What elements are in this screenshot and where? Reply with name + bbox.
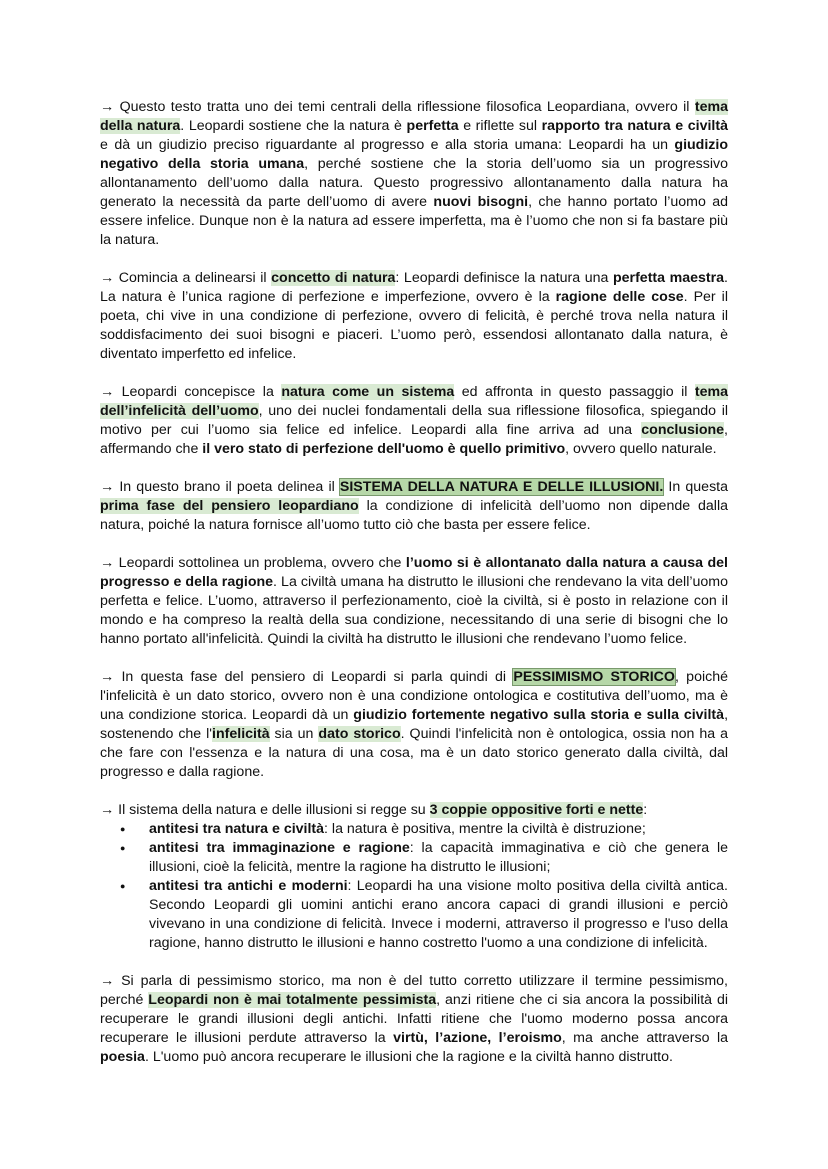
bold-text: antitesi tra immaginazione e ragione (149, 840, 410, 856)
paragraph-sistema-illusioni (100, 478, 728, 535)
bold-text: virtù, l’azione, l’eroismo (393, 1030, 562, 1046)
bold-text: giudizio fortemente negativo sulla storia e sulla civiltà (353, 707, 725, 723)
text-segment: la condizione di infelicità dell’uomo non dipende dalla natura, poiché la natura fornisce all’uomo tutto ciò che basta per essere felice. (100, 498, 728, 533)
antitesi-list (100, 820, 728, 953)
text-segment: → Questo testo tratta uno dei temi centrali della riflessione filosofica Leopardiana, ovvero il (100, 99, 695, 115)
text-segment: , affermando che (100, 422, 728, 457)
list-item (149, 839, 728, 877)
list-item (149, 877, 728, 953)
text-segment: e dà un giudizio preciso riguardante al progresso e alla storia umana: Leopardi ha un (100, 137, 675, 153)
text-segment: → Comincia a delinearsi il (100, 270, 272, 286)
text-segment: → Leopardi sottolinea un problema, ovvero che (100, 555, 406, 571)
highlighted-text: Leopardi non è mai totalmente pessimista (148, 992, 437, 1008)
bold-text: poesia (100, 1049, 145, 1065)
text-segment: → In questa fase del pensiero di Leopardi si parla quindi di (100, 669, 514, 685)
bold-text: perfetta (406, 118, 459, 134)
bold-text: nuovi bisogni (433, 194, 529, 210)
text-segment: . Per il poeta, chi vive in una condizione di perfezione, ovvero di felicità, è perché trova nella natura il soddisfacimento dei suoi bisogni e piaceri. L’uomo però, essendosi allontanato dalla natura, è diventato imperfetto ed infelice. (100, 289, 728, 362)
text-segment: . Leopardi sostiene che la natura è (180, 118, 407, 134)
text-segment: . L'uomo può ancora recuperare le illusioni che la ragione e la civiltà hanno distrutto. (144, 1049, 673, 1065)
highlighted-text: natura come un sistema (281, 384, 455, 400)
list-item (149, 820, 728, 839)
bold-text: l’uomo si è allontanato dalla natura a causa del progresso e della ragione (100, 555, 728, 590)
bold-text: rapporto tra natura e civiltà (541, 118, 728, 134)
highlighted-text: SISTEMA DELLA NATURA E DELLE ILLUSIONI. (339, 479, 664, 495)
paragraph-natura-sistema (100, 383, 728, 459)
text-segment: . La civiltà umana ha distrutto le illusioni che rendevano la vita dell’uomo perfetta e felice. L’uomo, attraverso il perfezionamento, cioè la civiltà, si è posto in relazione con il mondo e ha compreso la realtà della sua condizione, necessitando di una serie di bisogni che lo hanno portato all'infelicità. Quindi la civiltà ha distrutto le illusioni che rendevano l’uomo felice. (100, 574, 729, 647)
paragraph-tema-natura (100, 98, 728, 250)
text-segment: e riflette sul (458, 118, 542, 134)
text-segment: → Il sistema della natura e delle illusioni si regge su (100, 802, 430, 818)
text-segment: → Leopardi concepisce la (100, 384, 282, 400)
text-segment: : la capacità immaginativa e ciò che genera le illusioni, cioè la felicità, mentre la ragione ha distrutto le illusioni; (149, 840, 728, 875)
text-segment: , poiché l'infelicità è un dato storico, ovvero non è una condizione ontologica e costitutiva dell’uomo, ma è una condizione storica. Leopardi dà un (100, 669, 728, 723)
text-segment: , perché sostiene che la storia dell’uomo sia un progressivo allontanamento dell’uomo dalla natura. Questo progressivo allontanamento dalla natura ha generato la necessità da parte dell’uomo di avere (100, 156, 729, 210)
highlighted-text: PESSIMISMO STORICO (513, 669, 675, 685)
text-segment: : la natura è positiva, mentre la civiltà è distruzione; (324, 821, 646, 837)
text-segment: : Leopardi definisce la natura una (395, 270, 613, 286)
text-segment: ed affronta in questo passaggio il (454, 384, 695, 400)
text-segment: , anzi ritiene che ci sia ancora la possibilità di recuperare le grandi illusioni degli antichi. Infatti ritiene che l'uomo moderno possa ancora recuperare le illusioni perdute attraverso la (100, 992, 728, 1046)
highlighted-text: concetto di natura (271, 270, 396, 286)
highlighted-text: 3 coppie oppositive forti e nette (429, 802, 644, 818)
text-segment: In questa (663, 479, 728, 495)
bold-text: antitesi tra natura e civiltà (149, 821, 325, 837)
paragraph-concetto-natura (100, 269, 728, 364)
text-segment: , ma anche attraverso la (561, 1030, 728, 1046)
highlighted-text: conclusione (641, 422, 725, 438)
text-segment: . Quindi l'infelicità non è ontologica, ossia non ha a che fare con l'essenza e la natura di una cosa, ma è un dato storico generato dalla civiltà, dal progresso e dalla ragione. (100, 726, 728, 780)
paragraph-progresso-ragione (100, 554, 728, 649)
bold-text: ragione delle cose (555, 289, 684, 305)
highlighted-text: infelicità (212, 726, 270, 742)
paragraph-pessimismo-storico (100, 668, 728, 782)
highlighted-text: tema della natura (100, 99, 728, 134)
text-segment: : Leopardi ha una visione molto positiva della civiltà antica. Secondo Leopardi gli uomini antichi erano ancora capaci di grandi illusioni e perciò vivevano in una condizione di felicità. Invece i moderni, attraverso il progresso e l'uso della ragione, hanno distrutto le illusioni e hanno costretto l'uomo a una condizione di infelicità. (149, 878, 728, 951)
highlighted-text: tema dell’infelicità dell’uomo (100, 384, 728, 419)
text-segment: , ovvero quello naturale. (565, 441, 717, 457)
paragraph-closing (100, 972, 728, 1067)
bold-text: il vero stato di perfezione dell'uomo è quello primitivo (202, 441, 566, 457)
text-segment: : (643, 802, 648, 818)
highlighted-text: prima fase del pensiero leopardiano (100, 498, 359, 514)
text-segment: → Si parla di pessimismo storico, ma non è del tutto corretto utilizzare il termine pessimismo, perché (100, 973, 728, 1008)
list-intro (100, 801, 728, 820)
text-segment: → In questo brano il poeta delinea il (100, 479, 340, 495)
bold-text: antitesi tra antichi e moderni (149, 878, 348, 894)
text-segment: , sostenendo che l' (100, 707, 729, 742)
bold-text: perfetta maestra (613, 270, 725, 286)
bold-text: giudizio negativo della storia umana (100, 137, 728, 172)
text-segment: sia un (269, 726, 319, 742)
text-segment: . La natura è l’unica ragione di perfezione e imperfezione, ovvero è la (100, 270, 728, 305)
text-segment: , uno dei nuclei fondamentali della sua riflessione filosofica, spiegando il motivo per cui l’uomo sia felice ed infelice. Leopardi alla fine arriva ad una (100, 403, 728, 438)
text-segment: , che hanno portato l’uomo ad essere infelice. Dunque non è la natura ad essere imperfetta, ma è l’uomo che non si fa bastare più la natura. (100, 194, 728, 248)
highlighted-text: dato storico (318, 726, 401, 742)
